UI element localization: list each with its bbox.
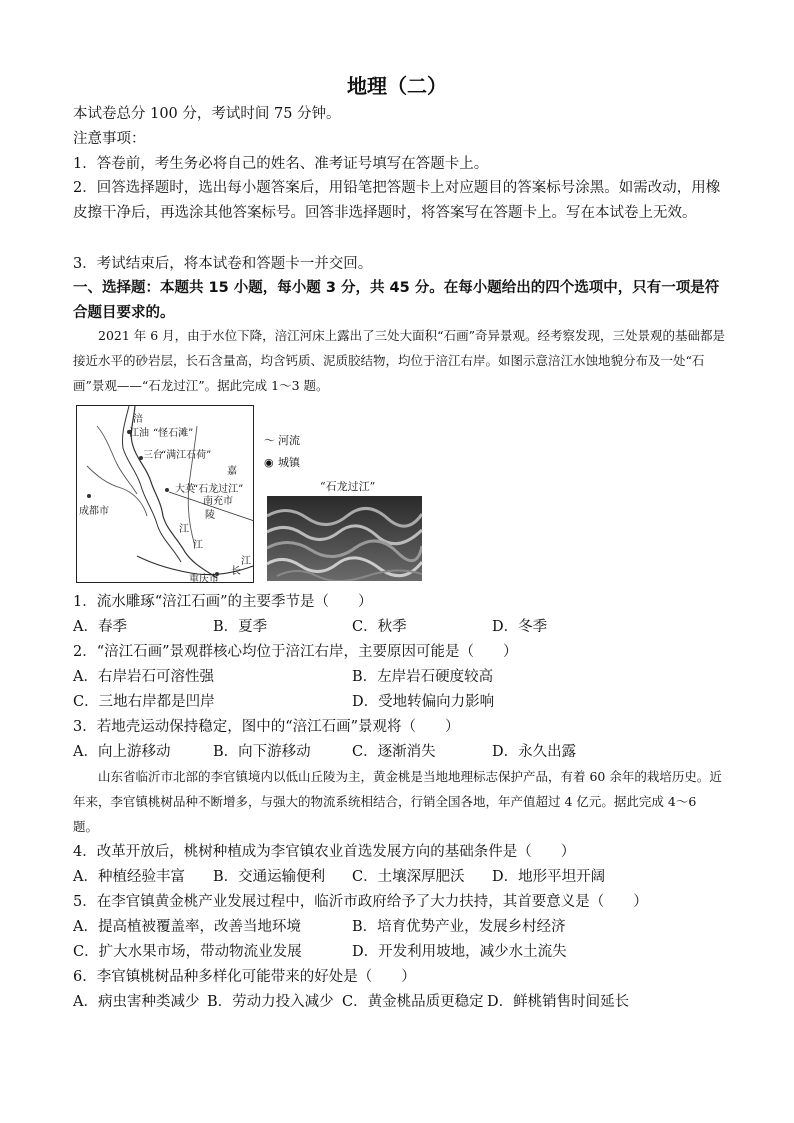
map-label-chengdu: 成都市 (79, 506, 109, 517)
q5-option-c[interactable]: C．扩大水果市场，带动物流业发展 (73, 944, 302, 960)
map-label-manjiang: “满江石荷” (161, 450, 212, 461)
notice-heading: 注意事项： (73, 131, 146, 147)
map-label-jiang-2: 江 (193, 540, 203, 551)
map-label-nanchong: 南充市 (203, 496, 233, 507)
q3-option-c[interactable]: C．逐渐消失 (352, 744, 436, 760)
map-label-jiangyou: 江油 (129, 428, 149, 439)
q2-option-a[interactable]: A．右岸岩石可溶性强 (73, 669, 214, 685)
q1-option-c[interactable]: C．秋季 (352, 619, 407, 635)
q2-options-row1 (73, 667, 725, 687)
q2-option-b[interactable]: B．左岸岩石硬度较高 (352, 669, 494, 685)
fujiang-map (76, 405, 254, 583)
map-label-ling: 陵 (205, 510, 215, 521)
q5-option-d[interactable]: D．开发利用坡地，减少水土流失 (352, 944, 567, 960)
q1-option-d[interactable]: D．冬季 (492, 619, 548, 635)
q2-option-c[interactable]: C．三地右岸都是凹岸 (73, 694, 215, 710)
map-label-chongqing: 重庆市 (189, 574, 219, 585)
q3-option-d[interactable]: D．永久出露 (492, 744, 577, 760)
q2-option-d[interactable]: D．受地转偏向力影响 (352, 694, 495, 710)
notice-item-2: 2．回答选择题时，选出每小题答案后，用铅笔把答题卡上对应题目的答案标号涂黑。如需改动，用橡皮擦干净后，再选涂其他答案标号。回答非选择题时，将答案写在答题卡上。写在本试卷上无效。 (73, 180, 721, 221)
stone-dragon-photo (267, 496, 422, 581)
question-1: 1．流水雕琢“涪江石画”的主要季节是（ ） (73, 594, 373, 610)
q6-options (73, 992, 725, 1012)
q1-options (73, 617, 725, 637)
q5-options-row1 (73, 917, 725, 937)
map-label-shilong: “石龙过江” (193, 484, 244, 495)
map-label-santai: 三台 (143, 450, 163, 461)
map-label-guaishitan: “怪石滩” (153, 428, 194, 439)
q5-options-row2 (73, 942, 725, 962)
q4-option-a[interactable]: A．种植经验丰富 (73, 869, 185, 885)
section-heading: 一、选择题：本题共 15 小题，每小题 3 分，共 45 分。在每小题给出的四个选项中，只有一项是符合题目要求的。 (73, 280, 720, 321)
q6-option-a[interactable]: A．病虫害种类减少 (73, 994, 200, 1010)
map-label-fu: 涪 (133, 414, 143, 425)
notice-item-1: 1．答卷前，考生务必将自己的姓名、准考证号填写在答题卡上。 (73, 156, 489, 172)
q3-options (73, 742, 725, 762)
legend-town-label: 城镇 (278, 456, 300, 469)
map-label-daying: 大英 (175, 484, 195, 495)
map-label-jia: 嘉 (227, 466, 237, 477)
passage-2: 山东省临沂市北部的李官镇境内以低山丘陵为主，黄金桃是当地地理标志保护产品，有着 60 余年的栽培历史。近年来，李官镇桃树品种不断增多，与强大的物流系统相结合，行销全国各地，年产值超过 4 亿元。据此完成 4～6 题。 (73, 769, 722, 834)
notice-item-3: 3．考试结束后，将本试卷和答题卡一并交回。 (73, 256, 373, 272)
question-5: 5．在李官镇黄金桃产业发展过程中，临沂市政府给予了大力扶持，其首要意义是（ ） (73, 894, 648, 910)
q2-options-row2 (73, 692, 725, 712)
q6-option-d[interactable]: D．鲜桃销售时间延长 (487, 994, 630, 1010)
map-label-chang: 长 (231, 566, 241, 577)
photo-caption: “石龙过江” (320, 480, 376, 493)
legend-river-label: 河流 (278, 434, 300, 447)
q6-option-b[interactable]: B．劳动力投入减少 (207, 994, 334, 1010)
exam-info: 本试卷总分 100 分，考试时间 75 分钟。 (73, 106, 341, 122)
q5-option-a[interactable]: A．提高植被覆盖率，改善当地环境 (73, 919, 301, 935)
town-legend-icon: ◉ (264, 456, 274, 469)
q6-option-c[interactable]: C．黄金桃品质更稳定 (342, 994, 484, 1010)
q4-option-c[interactable]: C．土壤深厚肥沃 (352, 869, 465, 885)
q1-option-a[interactable]: A．春季 (73, 619, 127, 635)
map-label-jiang-3: 江 (241, 556, 251, 567)
q4-options (73, 867, 725, 887)
q3-option-b[interactable]: B．向下游移动 (213, 744, 311, 760)
question-2: 2．“涪江石画”景观群核心均位于涪江右岸，主要原因可能是（ ） (73, 644, 518, 660)
question-6: 6．李官镇桃树品种多样化可能带来的好处是（ ） (73, 969, 416, 985)
q4-option-d[interactable]: D．地形平坦开阔 (492, 869, 606, 885)
river-legend-icon: 〜 (264, 434, 275, 447)
q1-option-b[interactable]: B．夏季 (213, 619, 268, 635)
q3-option-a[interactable]: A．向上游移动 (73, 744, 171, 760)
rock-texture-image (267, 496, 422, 581)
map-legend (264, 430, 300, 474)
question-4: 4．改革开放后，桃树种植成为李官镇农业首选发展方向的基础条件是（ ） (73, 844, 576, 860)
q4-option-b[interactable]: B．交通运输便利 (213, 869, 326, 885)
q5-option-b[interactable]: B．培育优势产业，发展乡村经济 (352, 919, 566, 935)
map-label-jiang-1: 江 (179, 524, 189, 535)
passage-1: 2021 年 6 月，由于水位下降，涪江河床上露出了三处大面积“石画”奇异景观。经考察发现，三处景观的基础都是接近水平的砂岩层，长石含量高，均含钙质、泥质胶结物，均位于涪江右岸。如图示意涪江水蚀地貌分布及一处“石画”景观——“石龙过江”。据此完成 1～3 题。 (73, 328, 725, 393)
page-title: 地理（二） (347, 74, 447, 98)
question-3: 3．若地壳运动保持稳定，图中的“涪江石画”景观将（ ） (73, 719, 460, 735)
